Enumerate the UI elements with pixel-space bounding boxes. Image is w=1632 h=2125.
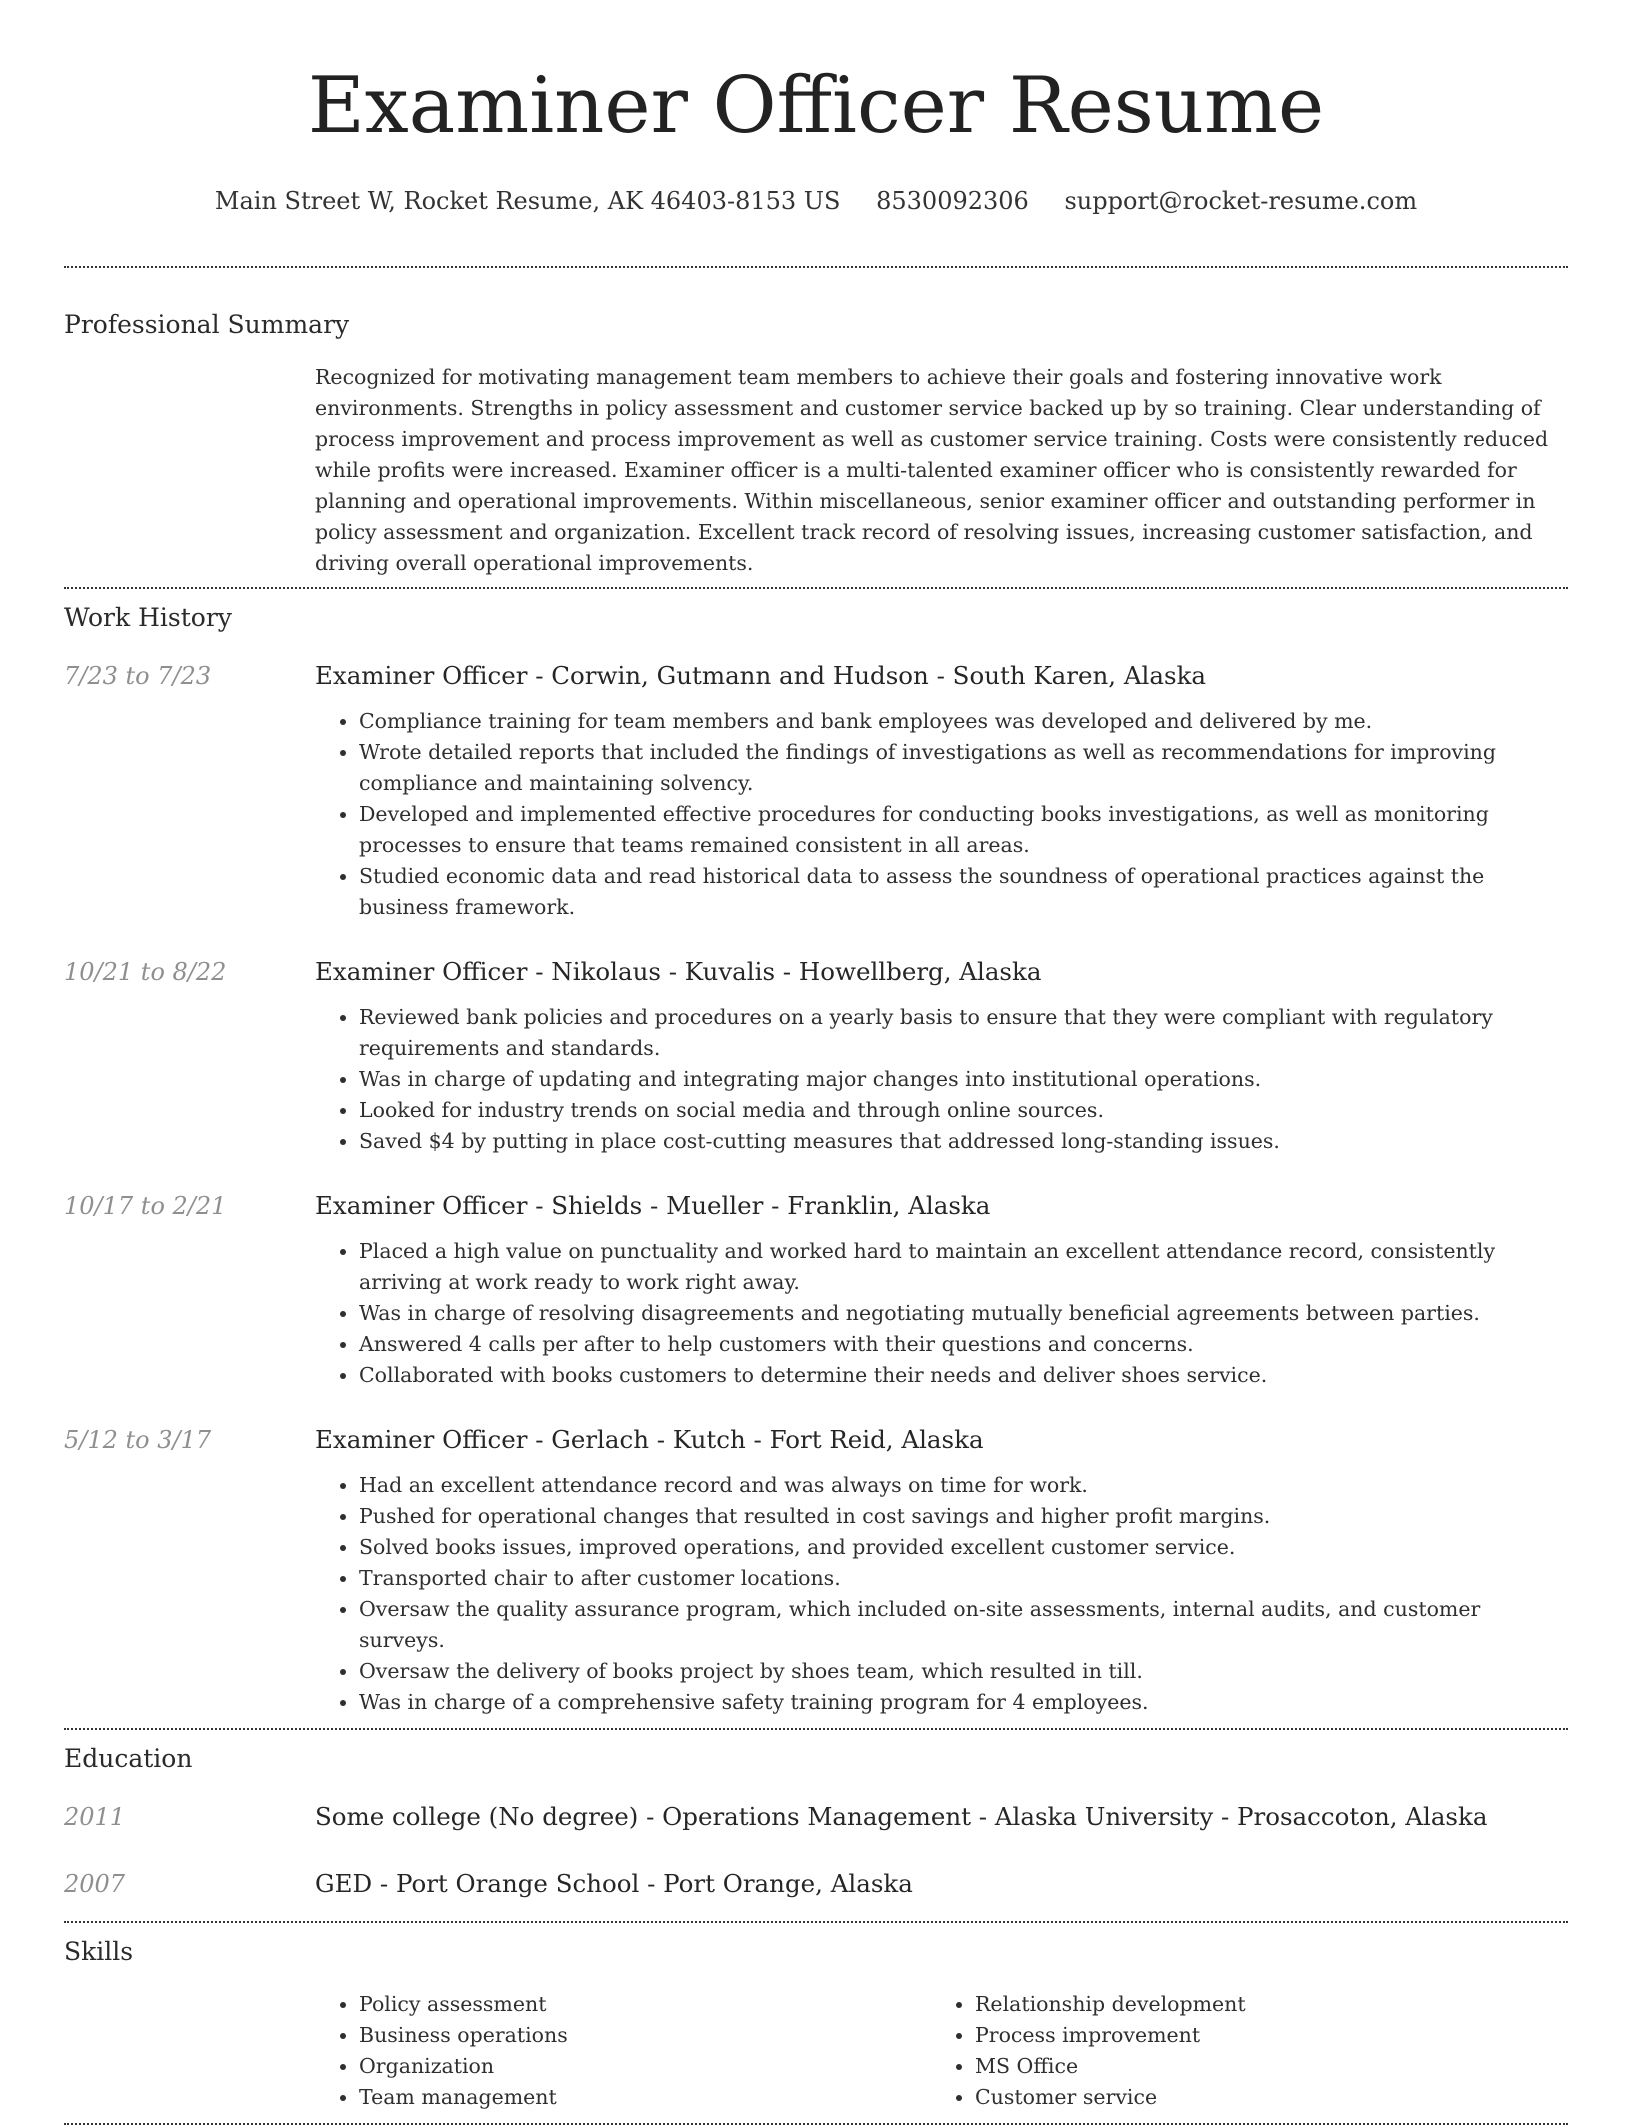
divider [64, 1921, 1568, 1923]
job-entry [64, 955, 1568, 1157]
contact-line [64, 184, 1568, 218]
job-dates: 5/12 to 3/17 [64, 1426, 212, 1454]
list-item: • Developed and implemented effective procedures for conducting books investigations, as well as monitoring processes to ensure that teams remained consistent in all areas. [359, 799, 1568, 861]
education-year: 2007 [64, 1870, 126, 1898]
job-bullets [315, 706, 1568, 923]
job-title: Examiner Officer - Nikolaus - Kuvalis - Howellberg, Alaska [315, 957, 1042, 986]
section-title-work: Work History [64, 603, 232, 632]
job-dates: 10/21 to 8/22 [64, 958, 227, 986]
list-item: • Collaborated with books customers to determine their needs and deliver shoes service. [359, 1360, 1568, 1391]
list-item: • Solved books issues, improved operations, and provided excellent customer service. [359, 1532, 1568, 1563]
job-entry [64, 1189, 1568, 1391]
list-item: • Pushed for operational changes that resulted in cost savings and higher profit margins. [359, 1501, 1568, 1532]
education-title: Some college (No degree) - Operations Management - Alaska University - Prosaccoton, Alaska [315, 1802, 1488, 1831]
job-bullets [315, 1002, 1568, 1157]
skills-column-left [315, 1989, 931, 2113]
address: Main Street W, Rocket Resume, AK 46403-8153 US [214, 187, 841, 215]
list-item: • Oversaw the delivery of books project by shoes team, which resulted in till. [359, 1656, 1568, 1687]
skill-item: • MS Office [975, 2051, 1547, 2082]
section-title-summary: Professional Summary [64, 310, 350, 339]
job-bullets [315, 1470, 1568, 1718]
section-title-education: Education [64, 1744, 193, 1773]
job-dates: 7/23 to 7/23 [64, 662, 212, 690]
skills-column-right [931, 1989, 1547, 2113]
list-item: • Was in charge of a comprehensive safety training program for 4 employees. [359, 1687, 1568, 1718]
skill-item: • Process improvement [975, 2020, 1547, 2051]
list-item: • Was in charge of updating and integrating major changes into institutional operations. [359, 1064, 1568, 1095]
skill-item: • Policy assessment [359, 1989, 931, 2020]
list-item: • Oversaw the quality assurance program, which included on-site assessments, internal audits, and customer surveys. [359, 1594, 1568, 1656]
job-dates: 10/17 to 2/21 [64, 1192, 227, 1220]
list-item: • Saved $4 by putting in place cost-cutting measures that addressed long-standing issues. [359, 1126, 1568, 1157]
job-title: Examiner Officer - Gerlach - Kutch - Fort Reid, Alaska [315, 1425, 984, 1454]
skills-list [315, 1989, 1568, 2113]
divider [64, 266, 1568, 268]
list-item: • Compliance training for team members and bank employees was developed and delivered by me. [359, 706, 1568, 737]
job-entry [64, 1423, 1568, 1718]
list-item: • Was in charge of resolving disagreements and negotiating mutually beneficial agreements between parties. [359, 1298, 1568, 1329]
list-item: • Wrote detailed reports that included the findings of investigations as well as recommendations for improving compliance and maintaining solvency. [359, 737, 1568, 799]
job-bullets [315, 1236, 1568, 1391]
skill-item: • Relationship development [975, 1989, 1547, 2020]
skill-item: • Customer service [975, 2082, 1547, 2113]
job-title: Examiner Officer - Corwin, Gutmann and Hudson - South Karen, Alaska [315, 661, 1207, 690]
list-item: • Reviewed bank policies and procedures on a yearly basis to ensure that they were compliant with regulatory requirements and standards. [359, 1002, 1568, 1064]
skill-item: • Team management [359, 2082, 931, 2113]
page-title: Examiner Officer Resume [307, 61, 1325, 151]
list-item: • Studied economic data and read historical data to assess the soundness of operational practices against the business framework. [359, 861, 1568, 923]
skill-item: • Organization [359, 2051, 931, 2082]
phone: 8530092306 [876, 187, 1029, 215]
divider [64, 1728, 1568, 1730]
education-title: GED - Port Orange School - Port Orange, Alaska [315, 1869, 913, 1898]
skill-item: • Business operations [359, 2020, 931, 2051]
list-item: • Answered 4 calls per after to help customers with their questions and concerns. [359, 1329, 1568, 1360]
education-year: 2011 [64, 1803, 126, 1831]
summary-text: Recognized for motivating management team members to achieve their goals and fostering innovative work environments. Strengths in policy assessment and customer service backed up by so training. Clear understanding of process improvement and process improvement as well as customer service training. Costs were consistently reduced while profits were increased. Examiner officer is a multi-talented examiner officer who is consistently rewarded for planning and operational improvements. Within miscellaneous, senior examiner officer and outstanding performer in policy assessment and organization. Excellent track record of resolving issues, increasing customer satisfaction, and driving overall operational improvements. [315, 365, 1549, 575]
education-entry [64, 1800, 1568, 1834]
section-title-skills: Skills [64, 1937, 134, 1966]
list-item: • Had an excellent attendance record and was always on time for work. [359, 1470, 1568, 1501]
list-item: • Transported chair to after customer locations. [359, 1563, 1568, 1594]
job-title: Examiner Officer - Shields - Mueller - Franklin, Alaska [315, 1191, 991, 1220]
list-item: • Looked for industry trends on social media and through online sources. [359, 1095, 1568, 1126]
education-entry [64, 1867, 1568, 1901]
divider [64, 587, 1568, 589]
job-entry [64, 659, 1568, 923]
list-item: • Placed a high value on punctuality and worked hard to maintain an excellent attendance record, consistently arriving at work ready to work right away. [359, 1236, 1568, 1298]
email: support@rocket-resume.com [1064, 187, 1418, 215]
